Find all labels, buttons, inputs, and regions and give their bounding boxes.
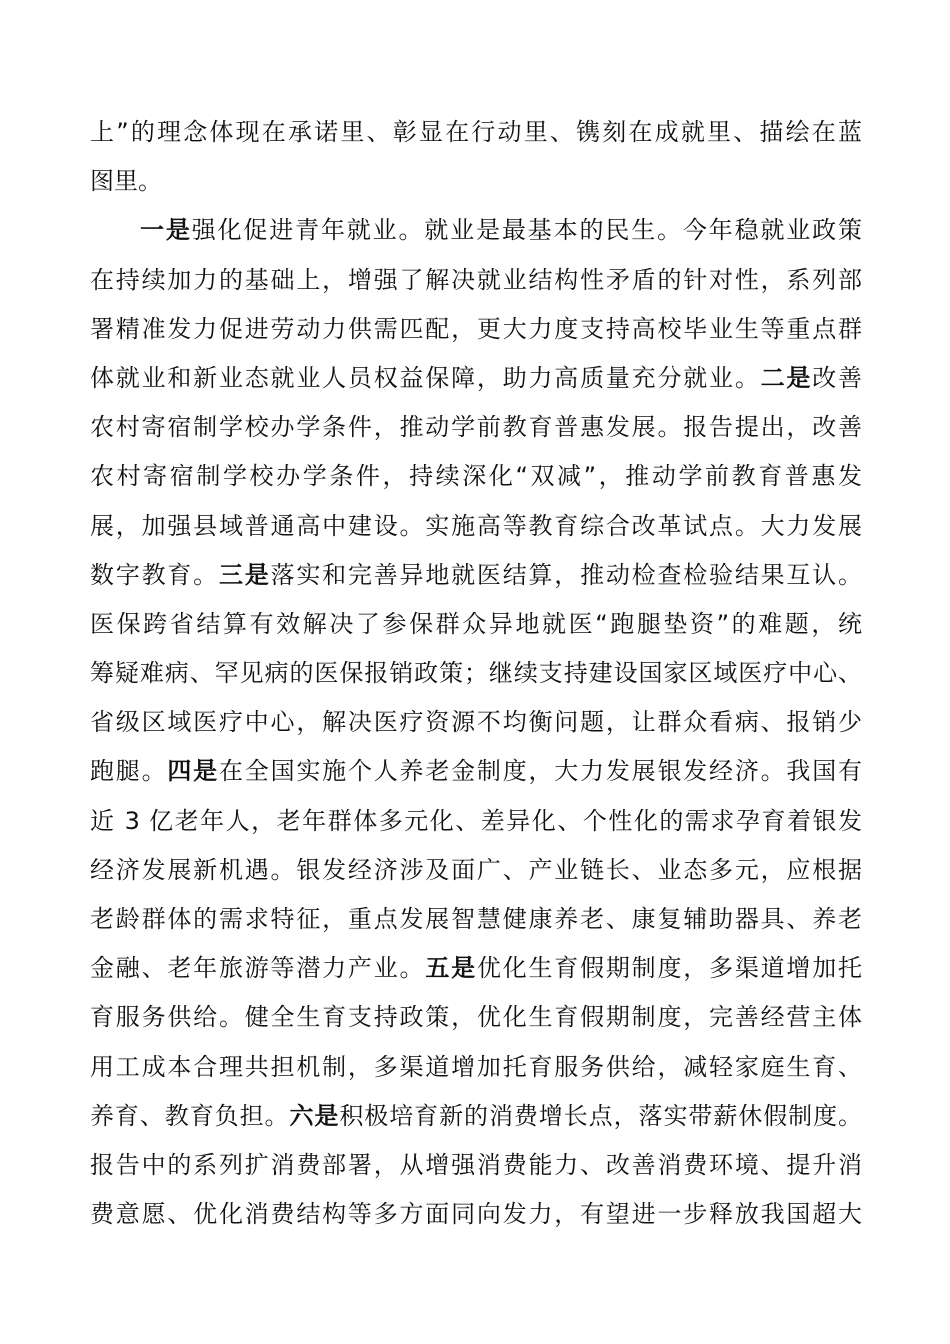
text-line: [90, 1092, 862, 1141]
text-span: 署精准发力促进劳动力供需匹配，更大力度支持高校毕业生等重点群: [90, 314, 862, 343]
item-marker-4: 四是: [167, 757, 219, 786]
text-line: [90, 846, 862, 895]
text-span: 养育、教育负担。: [90, 1101, 290, 1130]
text-span: 改善: [812, 363, 863, 392]
text-line: [90, 747, 862, 796]
text-span: 展，加强县域普通高中建设。实施高等教育综合改革试点。大力发展: [90, 511, 862, 540]
paragraph-start-line: [90, 206, 862, 255]
item-marker-3: 三是: [218, 560, 271, 589]
text-span: 育服务供给。健全生育支持政策，优化生育假期制度，完善经营主体: [90, 1003, 862, 1032]
item-marker-6: 六是: [289, 1101, 340, 1130]
text-span: 医保跨省结算有效解决了参保群众异地就医“跑腿垫资”的难题，统: [90, 609, 862, 638]
text-line: [90, 305, 862, 354]
text-span: 近 3 亿老年人，老年群体多元化、差异化、个性化的需求孕育着银发: [90, 806, 862, 835]
text-span: 农村寄宿制学校办学条件，持续深化“双减”，推动学前教育普惠发: [90, 462, 862, 491]
text-line: [90, 551, 862, 600]
text-line: [90, 502, 862, 551]
text-span: 经济发展新机遇。银发经济涉及面广、产业链长、业态多元，应根据: [90, 855, 862, 884]
text-line: [90, 403, 862, 452]
text-span: 落实和完善异地就医结算，推动检查检验结果互认。: [270, 560, 863, 589]
text-span: 金融、老年旅游等潜力产业。: [90, 954, 426, 983]
text-line: [90, 649, 862, 698]
text-span: 上”的理念体现在承诺里、彰显在行动里、镌刻在成就里、描绘在蓝: [90, 118, 862, 146]
text-line: [90, 157, 862, 206]
text-span: 用工成本合理共担机制，多渠道增加托育服务供给，减轻家庭生育、: [90, 1052, 862, 1081]
text-span: 体就业和新业态就业人员权益保障，助力高质量充分就业。: [90, 363, 761, 392]
text-line: [90, 354, 862, 403]
text-span: 跑腿。: [90, 757, 168, 786]
text-line: [90, 944, 862, 993]
text-line: [90, 1190, 862, 1239]
text-span: 省级区域医疗中心，解决医疗资源不均衡问题，让群众看病、报销少: [90, 708, 862, 737]
text-span: 老龄群体的需求特征，重点发展智慧健康养老、康复辅助器具、养老: [90, 905, 862, 933]
text-span: 在持续加力的基础上，增强了解决就业结构性矛盾的针对性，系列部: [90, 265, 862, 294]
document-body: [90, 108, 862, 1239]
text-span: 在全国实施个人养老金制度，大力发展银发经济。我国有: [218, 757, 863, 786]
text-line: [90, 600, 862, 649]
text-line: [90, 698, 862, 747]
text-line: [90, 895, 862, 944]
text-line: [90, 797, 862, 846]
text-line: [90, 993, 862, 1042]
item-marker-5: 五是: [425, 954, 477, 983]
text-span: 费意愿、优化消费结构等多方面同向发力，有望进一步释放我国超大: [90, 1200, 862, 1229]
text-span: 筹疑难病、罕见病的医保报销政策；继续支持建设国家区域医疗中心、: [90, 659, 862, 688]
text-line: [90, 256, 862, 305]
text-line: [90, 108, 862, 157]
item-marker-1: 一是: [140, 216, 192, 245]
text-span: 图里。: [90, 167, 162, 196]
text-line: [90, 1043, 862, 1092]
item-marker-2: 二是: [760, 363, 813, 392]
text-span: 数字教育。: [90, 560, 219, 589]
text-span: 优化生育假期制度，多渠道增加托: [476, 954, 863, 983]
text-span: 报告中的系列扩消费部署，从增强消费能力、改善消费环境、提升消: [90, 1150, 862, 1179]
text-line: [90, 452, 862, 501]
text-span: 积极培育新的消费增长点，落实带薪休假制度。: [339, 1101, 863, 1130]
text-line: [90, 1141, 862, 1190]
text-span: 强化促进青年就业。就业是最基本的民生。今年稳就业政策: [191, 216, 863, 245]
text-span: 农村寄宿制学校办学条件，推动学前教育普惠发展。报告提出，改善: [90, 413, 862, 442]
